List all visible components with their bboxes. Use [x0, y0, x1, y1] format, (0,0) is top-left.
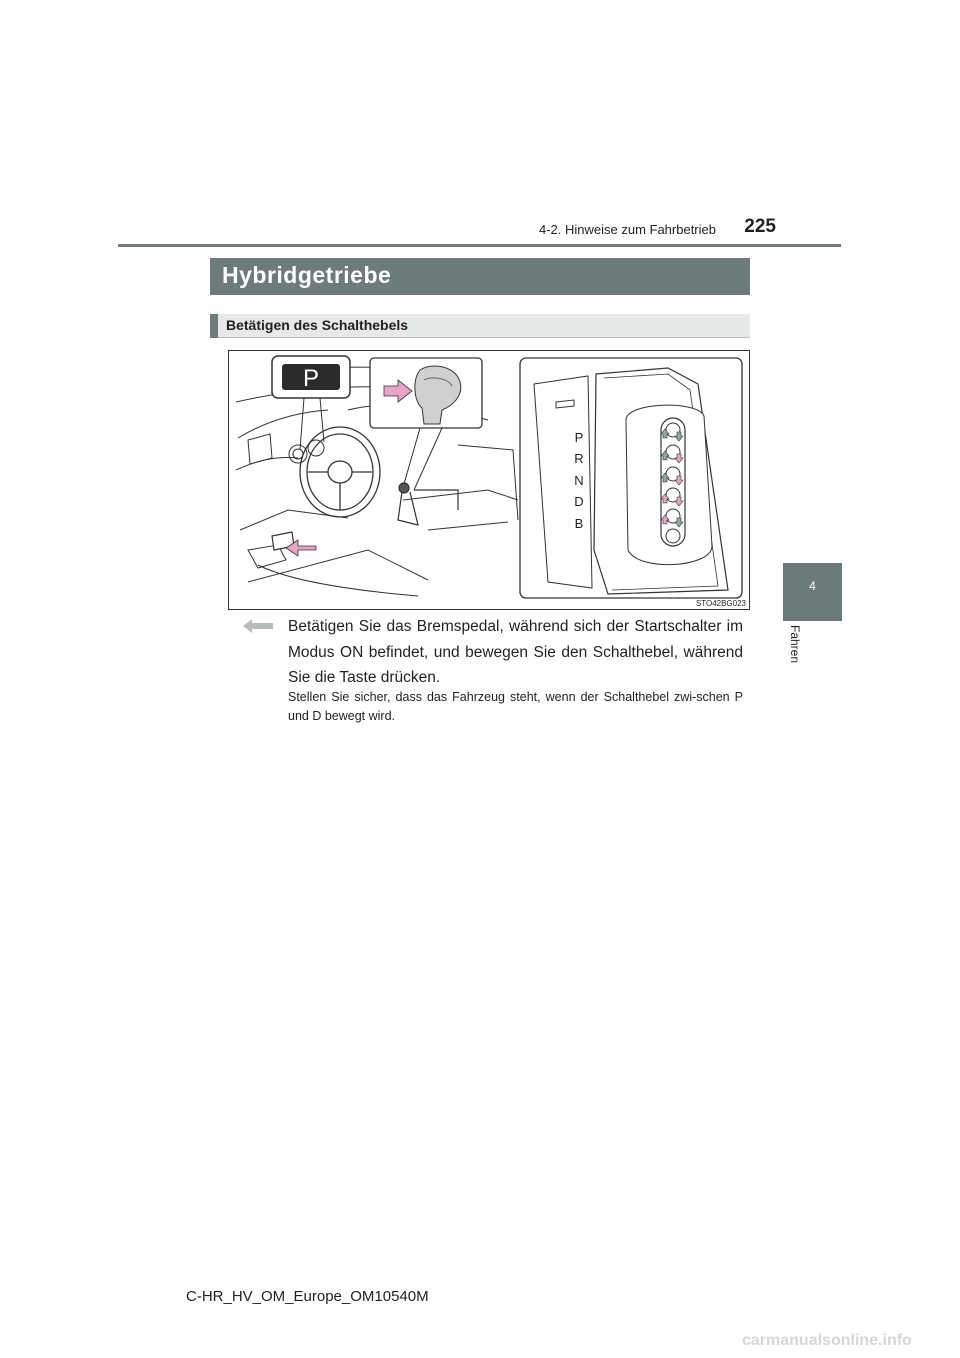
chapter-tab-label-wrap — [786, 625, 802, 675]
step-instruction: Betätigen Sie das Bremspedal, während sich der Startschalter im Modus ON befindet, und bewegen Sie den Schalthebel, während Sie die Taste drücken. — [288, 618, 743, 686]
shift-gate-detail — [520, 358, 742, 598]
shift-lever-illustration — [228, 350, 750, 610]
header-rule — [118, 244, 841, 247]
watermark: carmanualsonline.info — [742, 1332, 912, 1349]
shift-position-label: P — [574, 430, 584, 445]
page-number: 225 — [744, 216, 776, 237]
subsection-title: Betätigen des Schalthebels — [226, 317, 409, 333]
chapter-tab-number: 4 — [809, 579, 816, 593]
step-note: Stellen Sie sicher, dass das Fahrzeug steht, wenn der Schalthebel zwi-schen P und D bewegt wird. — [288, 690, 743, 723]
shift-position-label: D — [574, 494, 584, 509]
subsection-accent — [210, 314, 218, 338]
header-section-title: 4-2. Hinweise zum Fahrbetrieb — [538, 222, 716, 237]
shift-position-label: N — [574, 473, 584, 488]
step-arrow-icon — [243, 619, 273, 633]
footer-document-code: C-HR_HV_OM_Europe_OM10540M — [186, 1288, 429, 1305]
shift-position-label: R — [574, 451, 584, 466]
figure-code: STO42BG023 — [695, 599, 746, 608]
shift-position-label: B — [574, 516, 584, 531]
svg-text:P: P — [302, 365, 320, 392]
section-title: Hybridgetriebe — [222, 262, 392, 288]
chapter-tab-label: Fahren — [788, 625, 802, 664]
